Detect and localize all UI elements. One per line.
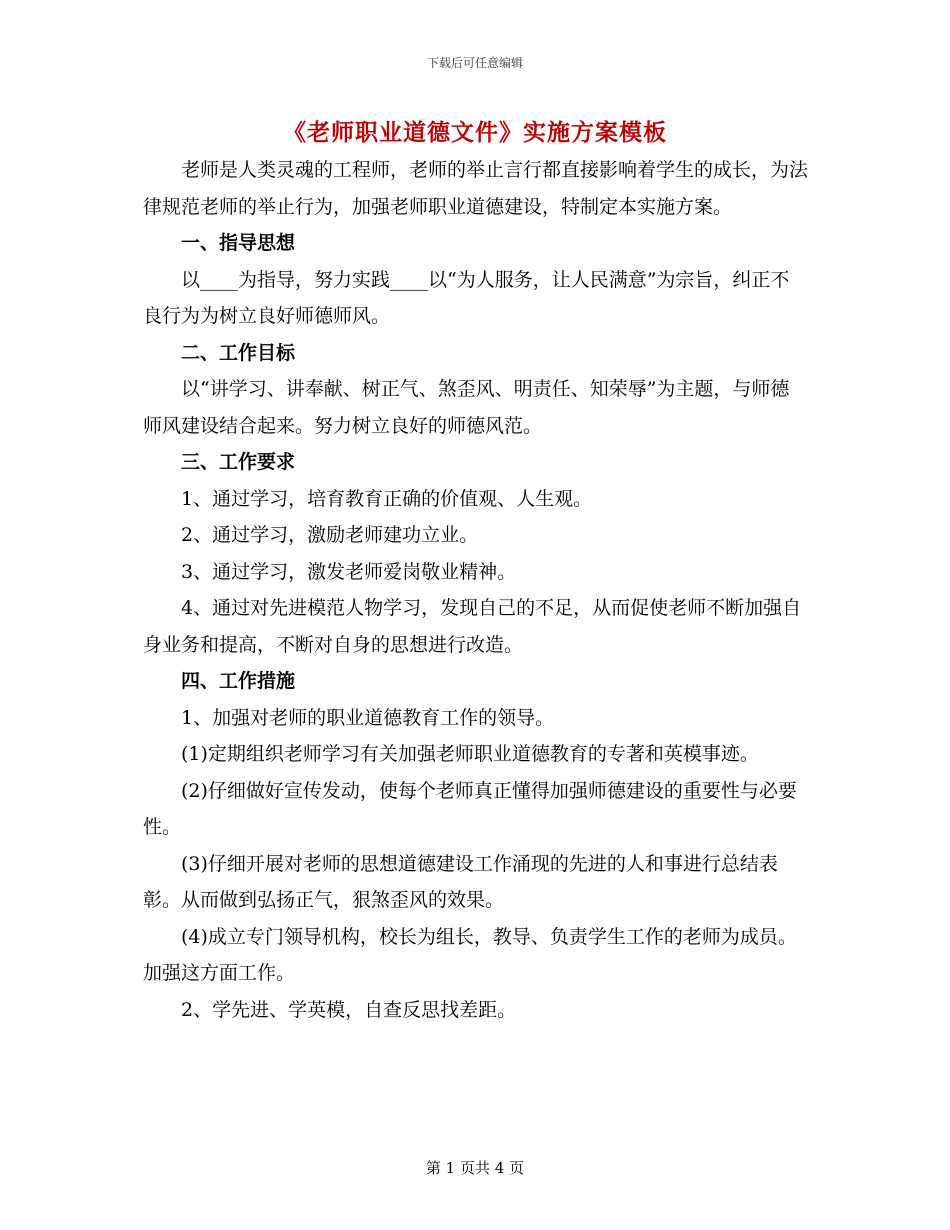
measure-subitem-3: (3)仔细开展对老师的思想道德建设工作涌现的先进的人和事进行总结表彰。从而做到弘扬正气，狠煞歪风的效果。 [143,852,778,911]
measure-item-2: 2、学先进、学英模，自查反思找差距。 [181,998,517,1021]
document-body [143,152,808,1028]
measure-item-1: 1、加强对老师的职业道德教育工作的领导。 [181,706,555,729]
intro-paragraph: 老师是人类灵魂的工程师，老师的举止言行都直接影响着学生的成长，为法律规范老师的举止行为，加强老师职业道德建设，特制定本实施方案。 [143,159,809,218]
measure-subitem-2: (2)仔细做好宣传发动，使每个老师真正懂得加强师德建设的重要性与必要性。 [143,779,797,838]
guiding-thought-paragraph: 以____为指导，努力实践____以“为人服务，让人民满意”为宗旨，纠正不良行为为树立良好师德师风。 [143,268,790,327]
section-heading-work-requirements: 三、工作要求 [181,451,296,473]
page-header-note: 下载后可任意编辑 [426,56,523,70]
section-heading-guiding-thought: 一、指导思想 [181,232,296,254]
work-goal-paragraph: 以“讲学习、讲奉献、树正气、煞歪风、明责任、知荣辱”为主题，与师德师风建设结合起来。努力树立良好的师德风范。 [143,378,790,437]
measure-subitem-4: (4)成立专门领导机构，校长为组长，教导、负责学生工作的老师为成员。加强这方面工作。 [143,925,797,984]
section-heading-work-goal: 二、工作目标 [181,341,296,364]
document-title: 《老师职业道德文件》实施方案模板 [283,119,667,146]
requirement-item-2: 2、通过学习，激励老师建功立业。 [181,524,479,546]
requirement-item-4: 4、通过对先进模范人物学习，发现自己的不足，从而促使老师不断加强自身业务和提高，不断对自身的思想进行改造。 [143,597,802,656]
page-number-footer: 第 1 页共 4 页 [425,1159,525,1177]
requirement-item-1: 1、通过学习，培育教育正确的价值观、人生观。 [181,487,593,510]
section-heading-work-measures: 四、工作措施 [181,670,296,692]
requirement-item-3: 3、通过学习，激发老师爱岗敬业精神。 [181,560,517,583]
measure-subitem-1: (1)定期组织老师学习有关加强老师职业道德教育的专著和英模事迹。 [181,743,759,765]
